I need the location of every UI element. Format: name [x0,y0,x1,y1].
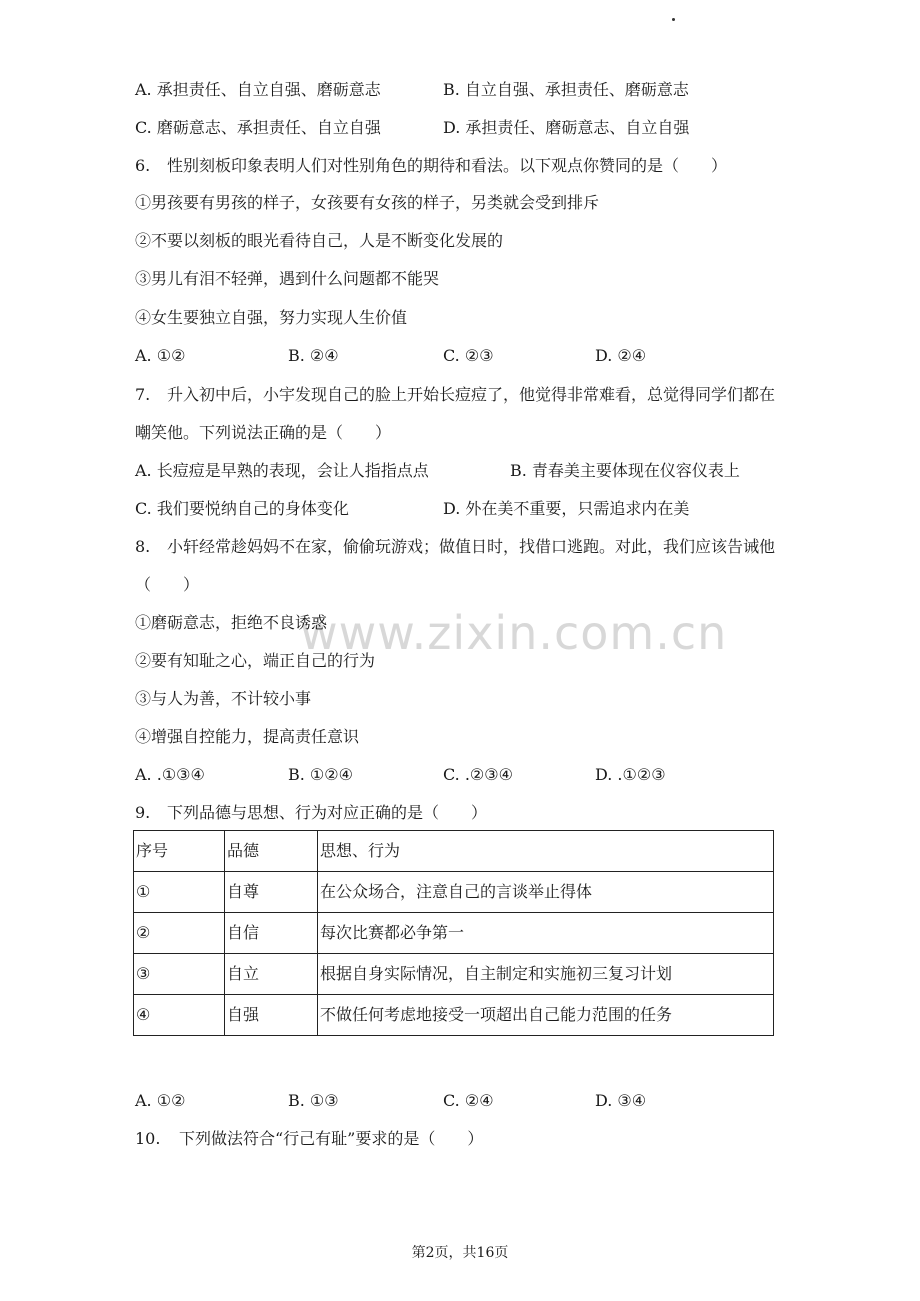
q6-option-a[interactable]: A. ①② [135,346,186,365]
q9-option-a[interactable]: A. ①② [135,1091,186,1110]
q7-option-d[interactable]: D. 外在美不重要，只需追求内在美 [443,499,690,518]
q5-option-a[interactable]: A. 承担责任、自立自强、磨砺意志 [135,80,381,99]
table-row [134,954,774,995]
table-cell: 自尊 [225,872,318,913]
q5-option-d[interactable]: D. 承担责任、磨砺意志、自立自强 [443,118,690,137]
q6-stem: 性别刻板印象表明人们对性别角色的期待和看法。以下观点你赞同的是（ ） [167,156,728,175]
q6-statement-3: ③男儿有泪不轻弹，遇到什么问题都不能哭 [135,269,440,288]
q9-number: 9. [135,803,151,822]
q9-table [133,830,774,1036]
table-cell: 自强 [225,995,318,1036]
q10-question [135,1128,483,1150]
q7-question [135,384,775,406]
q7-stem-line2: 嘲笑他。下列说法正确的是（ ） [135,423,392,442]
q9-question [135,802,487,824]
table-header-cell: 思想、行为 [318,831,774,872]
table-row [134,995,774,1036]
q9-option-b[interactable]: B. ①③ [288,1091,339,1110]
q6-question [135,155,727,177]
q8-option-d[interactable]: D. .①②③ [595,765,666,784]
table-cell: 自立 [225,954,318,995]
q7-stem-line1: 升入初中后，小宇发现自己的脸上开始长痘痘了，他觉得非常难看，总觉得同学们都在 [167,385,776,404]
table-cell: ④ [134,995,225,1036]
q7-option-c[interactable]: C. 我们要悦纳自己的身体变化 [135,499,349,518]
q5-option-c[interactable]: C. 磨砺意志、承担责任、自立自强 [135,118,381,137]
q8-statement-1: ①磨砺意志，拒绝不良诱惑 [135,613,328,632]
table-row [134,913,774,954]
q6-statement-2: ②不要以刻板的眼光看待自己，人是不断变化发展的 [135,231,504,250]
q8-option-a[interactable]: A. .①③④ [135,765,205,784]
q9-option-c[interactable]: C. ②④ [443,1091,494,1110]
q6-number: 6. [135,156,151,175]
q7-option-b[interactable]: B. 青春美主要体现在仪容仪表上 [510,461,740,480]
q6-option-c[interactable]: C. ②③ [443,346,494,365]
q5-option-b[interactable]: B. 自立自强、承担责任、磨砺意志 [443,80,689,99]
table-cell: 自信 [225,913,318,954]
q6-statement-4: ④女生要独立自强，努力实现人生价值 [135,308,408,327]
q6-option-d[interactable]: D. ②④ [595,346,647,365]
q8-stem-line1: 小轩经常趁妈妈不在家，偷偷玩游戏；做值日时，找借口逃跑。对此，我们应该告诫他 [167,537,776,556]
q6-statement-1: ①男孩要有男孩的样子，女孩要有女孩的样子，另类就会受到排斥 [135,193,600,212]
q8-stem-line2: （ ） [135,575,200,594]
scan-speck [672,18,675,21]
watermark: www.zixin.com.cn [300,606,728,660]
q8-statement-3: ③与人为善，不计较小事 [135,689,312,708]
q9-option-d[interactable]: D. ③④ [595,1091,647,1110]
table-cell: 每次比赛都必争第一 [318,913,774,954]
q7-number: 7. [135,385,151,404]
table-cell: 在公众场合，注意自己的言谈举止得体 [318,872,774,913]
q7-option-a[interactable]: A. 长痘痘是早熟的表现，会让人指指点点 [135,461,429,480]
q8-statement-4: ④增强自控能力，提高责任意识 [135,727,360,746]
q6-option-b[interactable]: B. ②④ [288,346,339,365]
table-header-row [134,831,774,872]
table-cell: ③ [134,954,225,995]
q8-statement-2: ②要有知耻之心，端正自己的行为 [135,651,376,670]
q9-stem: 下列品德与思想、行为对应正确的是（ ） [167,803,488,822]
table-header-cell: 序号 [134,831,225,872]
q8-option-c[interactable]: C. .②③④ [443,765,513,784]
table-cell: 根据自身实际情况，自主制定和实施初三复习计划 [318,954,774,995]
table-cell: ② [134,913,225,954]
table-cell: 不做任何考虑地接受一项超出自己能力范围的任务 [318,995,774,1036]
q10-number: 10. [135,1129,161,1148]
q8-option-b[interactable]: B. ①②④ [288,765,353,784]
table-cell: ① [134,872,225,913]
page-footer: 第2页，共16页 [411,1245,509,1261]
table-header-cell: 品德 [225,831,318,872]
q10-stem: 下列做法符合“行己有耻”要求的是（ ） [179,1129,484,1148]
q8-number: 8. [135,537,151,556]
table-row [134,872,774,913]
q8-question [135,536,775,558]
